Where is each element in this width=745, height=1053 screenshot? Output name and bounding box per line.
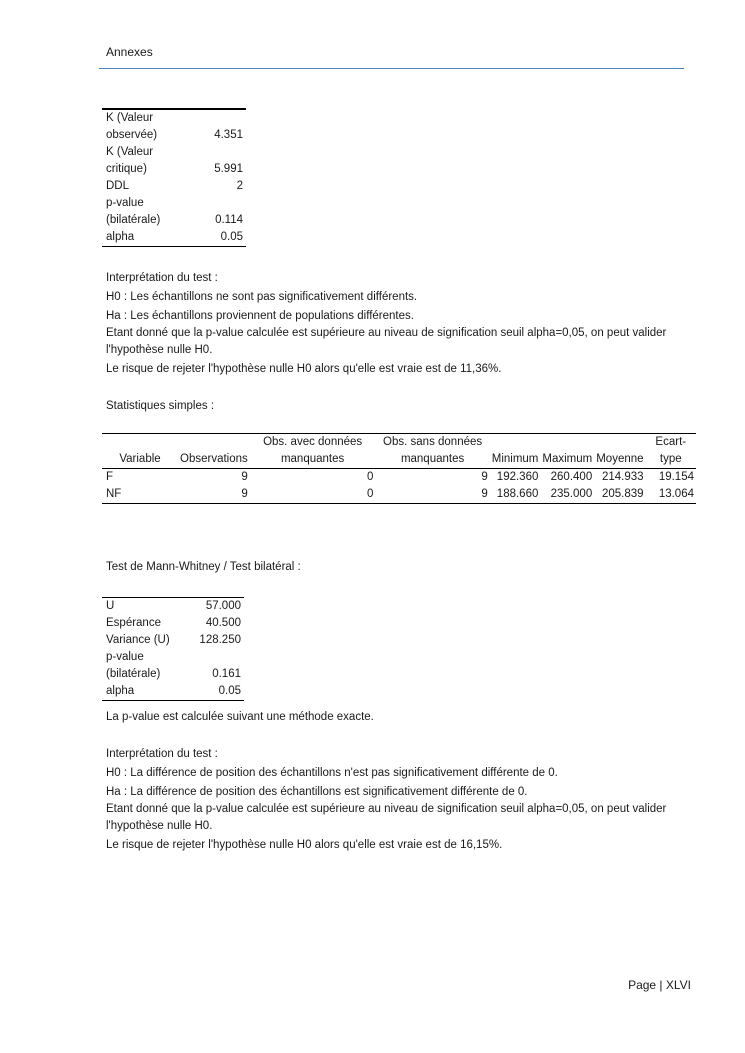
header-divider bbox=[99, 68, 684, 69]
stat-label: alpha bbox=[102, 229, 198, 247]
column-header-maximum: Maximum bbox=[540, 434, 594, 469]
mann-whitney-title: Test de Mann-Whitney / Test bilatéral : bbox=[106, 561, 301, 573]
cell-sd: 19.154 bbox=[658, 471, 694, 483]
table-row bbox=[102, 486, 696, 504]
method-note: La p-value est calculée suivant une méthode exacte. bbox=[106, 711, 374, 723]
column-header-observations: Observations bbox=[178, 434, 250, 469]
stat-label: K (Valeur observée) bbox=[102, 109, 198, 144]
table-row bbox=[102, 109, 246, 144]
interpretation-risk: Le risque de rejeter l'hypothèse nulle H0 alors qu'elle est vraie est de 11,36%. bbox=[106, 363, 502, 375]
stat-label: DDL bbox=[106, 180, 130, 192]
cell-obs: 9 bbox=[178, 486, 250, 504]
stat-value: 0.05 bbox=[198, 229, 246, 247]
page-number: Page | XLVI bbox=[628, 978, 691, 992]
simple-stats-title: Statistiques simples : bbox=[106, 400, 215, 412]
stat-value: 4.351 bbox=[198, 109, 246, 144]
interpretation-1 bbox=[106, 270, 706, 380]
cell-mean: 214.933 bbox=[601, 471, 644, 483]
stat-label: K (Valeur critique) bbox=[106, 146, 154, 175]
interpretation-risk: Le risque de rejeter l'hypothèse nulle H0 alors qu'elle est vraie est de 16,15%. bbox=[106, 839, 503, 851]
stat-value: 40.500 bbox=[205, 617, 241, 629]
cell-obs: 9 bbox=[241, 471, 248, 483]
cell-min: 192.360 bbox=[496, 471, 539, 483]
stat-label: p-value (bilatérale) bbox=[106, 651, 161, 680]
interpretation-2 bbox=[106, 746, 696, 856]
stat-value: 5.991 bbox=[214, 163, 243, 175]
stat-value: 57.000 bbox=[194, 598, 244, 616]
table-row bbox=[102, 598, 244, 616]
cell-max: 235.000 bbox=[540, 486, 594, 504]
column-header-variable: Variable bbox=[102, 434, 178, 469]
stat-label: p-value (bilatérale) bbox=[106, 197, 161, 226]
stat-value: 0.05 bbox=[194, 683, 244, 701]
page-header-title: Annexes bbox=[106, 45, 153, 59]
column-header-minimum: Minimum bbox=[490, 434, 541, 469]
table-row bbox=[102, 144, 246, 178]
column-header-missing: Obs. avec données manquantes bbox=[250, 434, 376, 469]
cell-missing: 0 bbox=[367, 471, 374, 483]
hypothesis-ha: Ha : Les échantillons proviennent de populations différentes. bbox=[106, 310, 414, 322]
hypothesis-h0: H0 : Les échantillons ne sont pas significativement différents. bbox=[106, 291, 418, 303]
stat-value: 0.161 bbox=[212, 668, 241, 680]
table-row bbox=[102, 683, 244, 701]
column-header-complete: Obs. sans données manquantes bbox=[375, 434, 489, 469]
kruskal-table bbox=[102, 108, 246, 247]
table-row bbox=[102, 469, 696, 487]
cell-sd: 13.064 bbox=[646, 486, 696, 504]
cell-min: 188.660 bbox=[490, 486, 541, 504]
stat-label: alpha bbox=[102, 683, 194, 701]
cell-mean: 205.839 bbox=[594, 486, 645, 504]
cell-variable: F bbox=[106, 471, 114, 483]
interpretation-title: Interprétation du test : bbox=[106, 748, 218, 760]
stat-value: 2 bbox=[236, 180, 243, 192]
column-header-sd: Ecart-type bbox=[646, 434, 696, 469]
hypothesis-ha: Ha : La différence de position des échantillons est significativement différente de 0. bbox=[106, 786, 528, 798]
stat-label: Espérance bbox=[106, 617, 161, 629]
table-row bbox=[102, 229, 246, 247]
hypothesis-h0: H0 : La différence de position des échantillons n'est pas significativement différente de 0. bbox=[106, 767, 558, 779]
interpretation-conclusion: Etant donné que la p-value calculée est supérieure au niveau de signification seuil alpha=0,05, on peut valider l'hypothèse nulle H0. bbox=[106, 327, 667, 356]
cell-variable: NF bbox=[102, 486, 178, 504]
table-row bbox=[102, 178, 246, 195]
table-header-row bbox=[102, 434, 696, 469]
cell-max: 260.400 bbox=[550, 471, 593, 483]
mann-whitney-table bbox=[102, 597, 244, 701]
table-row bbox=[102, 615, 244, 632]
cell-complete: 9 bbox=[481, 471, 488, 483]
stat-value: 0.114 bbox=[215, 214, 243, 226]
cell-missing: 0 bbox=[250, 486, 376, 504]
stat-label: U bbox=[102, 598, 194, 616]
stat-label: Variance (U) bbox=[106, 634, 170, 646]
cell-complete: 9 bbox=[375, 486, 489, 504]
table-row bbox=[102, 649, 244, 683]
column-header-mean: Moyenne bbox=[594, 434, 645, 469]
interpretation-title: Interprétation du test : bbox=[106, 272, 218, 284]
interpretation-conclusion: Etant donné que la p-value calculée est supérieure au niveau de signification seuil alpha=0,05, on peut valider l'hypothèse nulle H0. bbox=[106, 803, 667, 832]
table-row bbox=[102, 632, 244, 649]
table-row bbox=[102, 195, 246, 229]
simple-stats-table bbox=[102, 433, 696, 504]
stat-value: 128.250 bbox=[199, 634, 241, 646]
